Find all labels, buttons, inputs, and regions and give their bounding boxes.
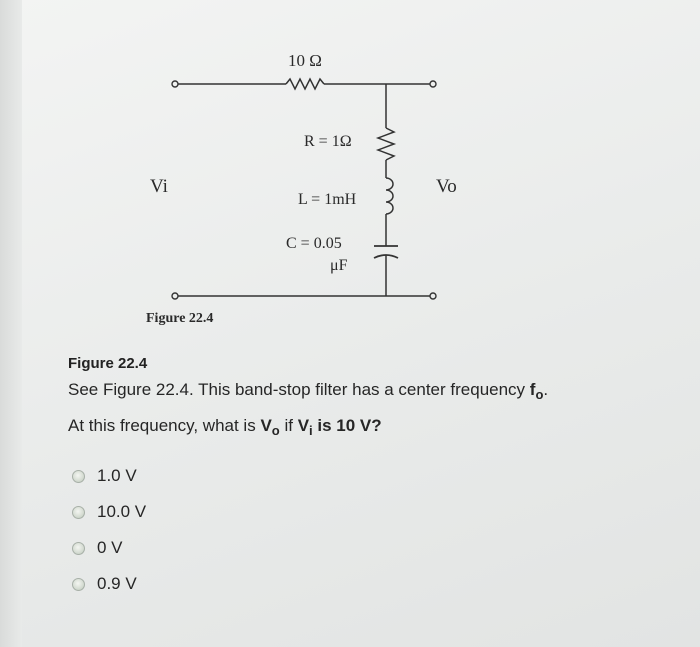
center-frequency-symbol: $f_o$ <box>529 380 544 402</box>
question-text-line1: See Figure 22.4. This band-stop filter has a center frequency $f_o$. <box>68 380 549 402</box>
input-bottom-terminal <box>172 293 178 299</box>
answer-option[interactable] <box>72 494 146 530</box>
series-resistor-label: 10 Ω <box>288 51 322 70</box>
radio-button[interactable] <box>72 542 85 555</box>
answer-options <box>72 458 146 602</box>
vo-symbol: $V_o$ <box>260 416 280 438</box>
answer-option[interactable] <box>72 566 146 602</box>
shunt-resistor-symbol <box>378 128 394 160</box>
output-bottom-terminal <box>430 293 436 299</box>
radio-button[interactable] <box>72 470 85 483</box>
shunt-resistor-label: R = 1Ω <box>304 133 352 150</box>
question-line1-text: See Figure 22.4. This band-stop filter has a center frequency <box>68 380 530 399</box>
input-top-terminal <box>172 81 178 87</box>
answer-option-label: 10.0 V <box>97 502 147 521</box>
radio-button[interactable] <box>72 578 85 591</box>
output-voltage-label: Vo <box>436 176 457 197</box>
series-resistor-symbol <box>286 79 324 89</box>
inductor-label: L = 1mH <box>298 191 357 208</box>
question-heading: Figure 22.4 <box>68 355 148 372</box>
answer-option-label: 0 V <box>97 538 123 557</box>
capacitor-label-line2: μF <box>330 257 348 274</box>
output-top-terminal <box>430 81 436 87</box>
figure-caption: Figure 22.4 <box>146 311 214 326</box>
answer-option[interactable] <box>72 458 146 494</box>
question-text-line2: At this frequency, what is $V_o$ if $V_i$ is 10 V? <box>68 416 382 438</box>
answer-option-label: 1.0 V <box>97 466 137 485</box>
answer-option[interactable] <box>72 530 146 566</box>
answer-option-label: 0.9 V <box>97 574 137 593</box>
vi-symbol: $V_i$ <box>297 416 313 438</box>
input-voltage-label: Vi <box>150 176 168 197</box>
capacitor-label-line1: C = 0.05 <box>286 235 342 252</box>
radio-button[interactable] <box>72 506 85 519</box>
inductor-symbol <box>386 178 393 214</box>
